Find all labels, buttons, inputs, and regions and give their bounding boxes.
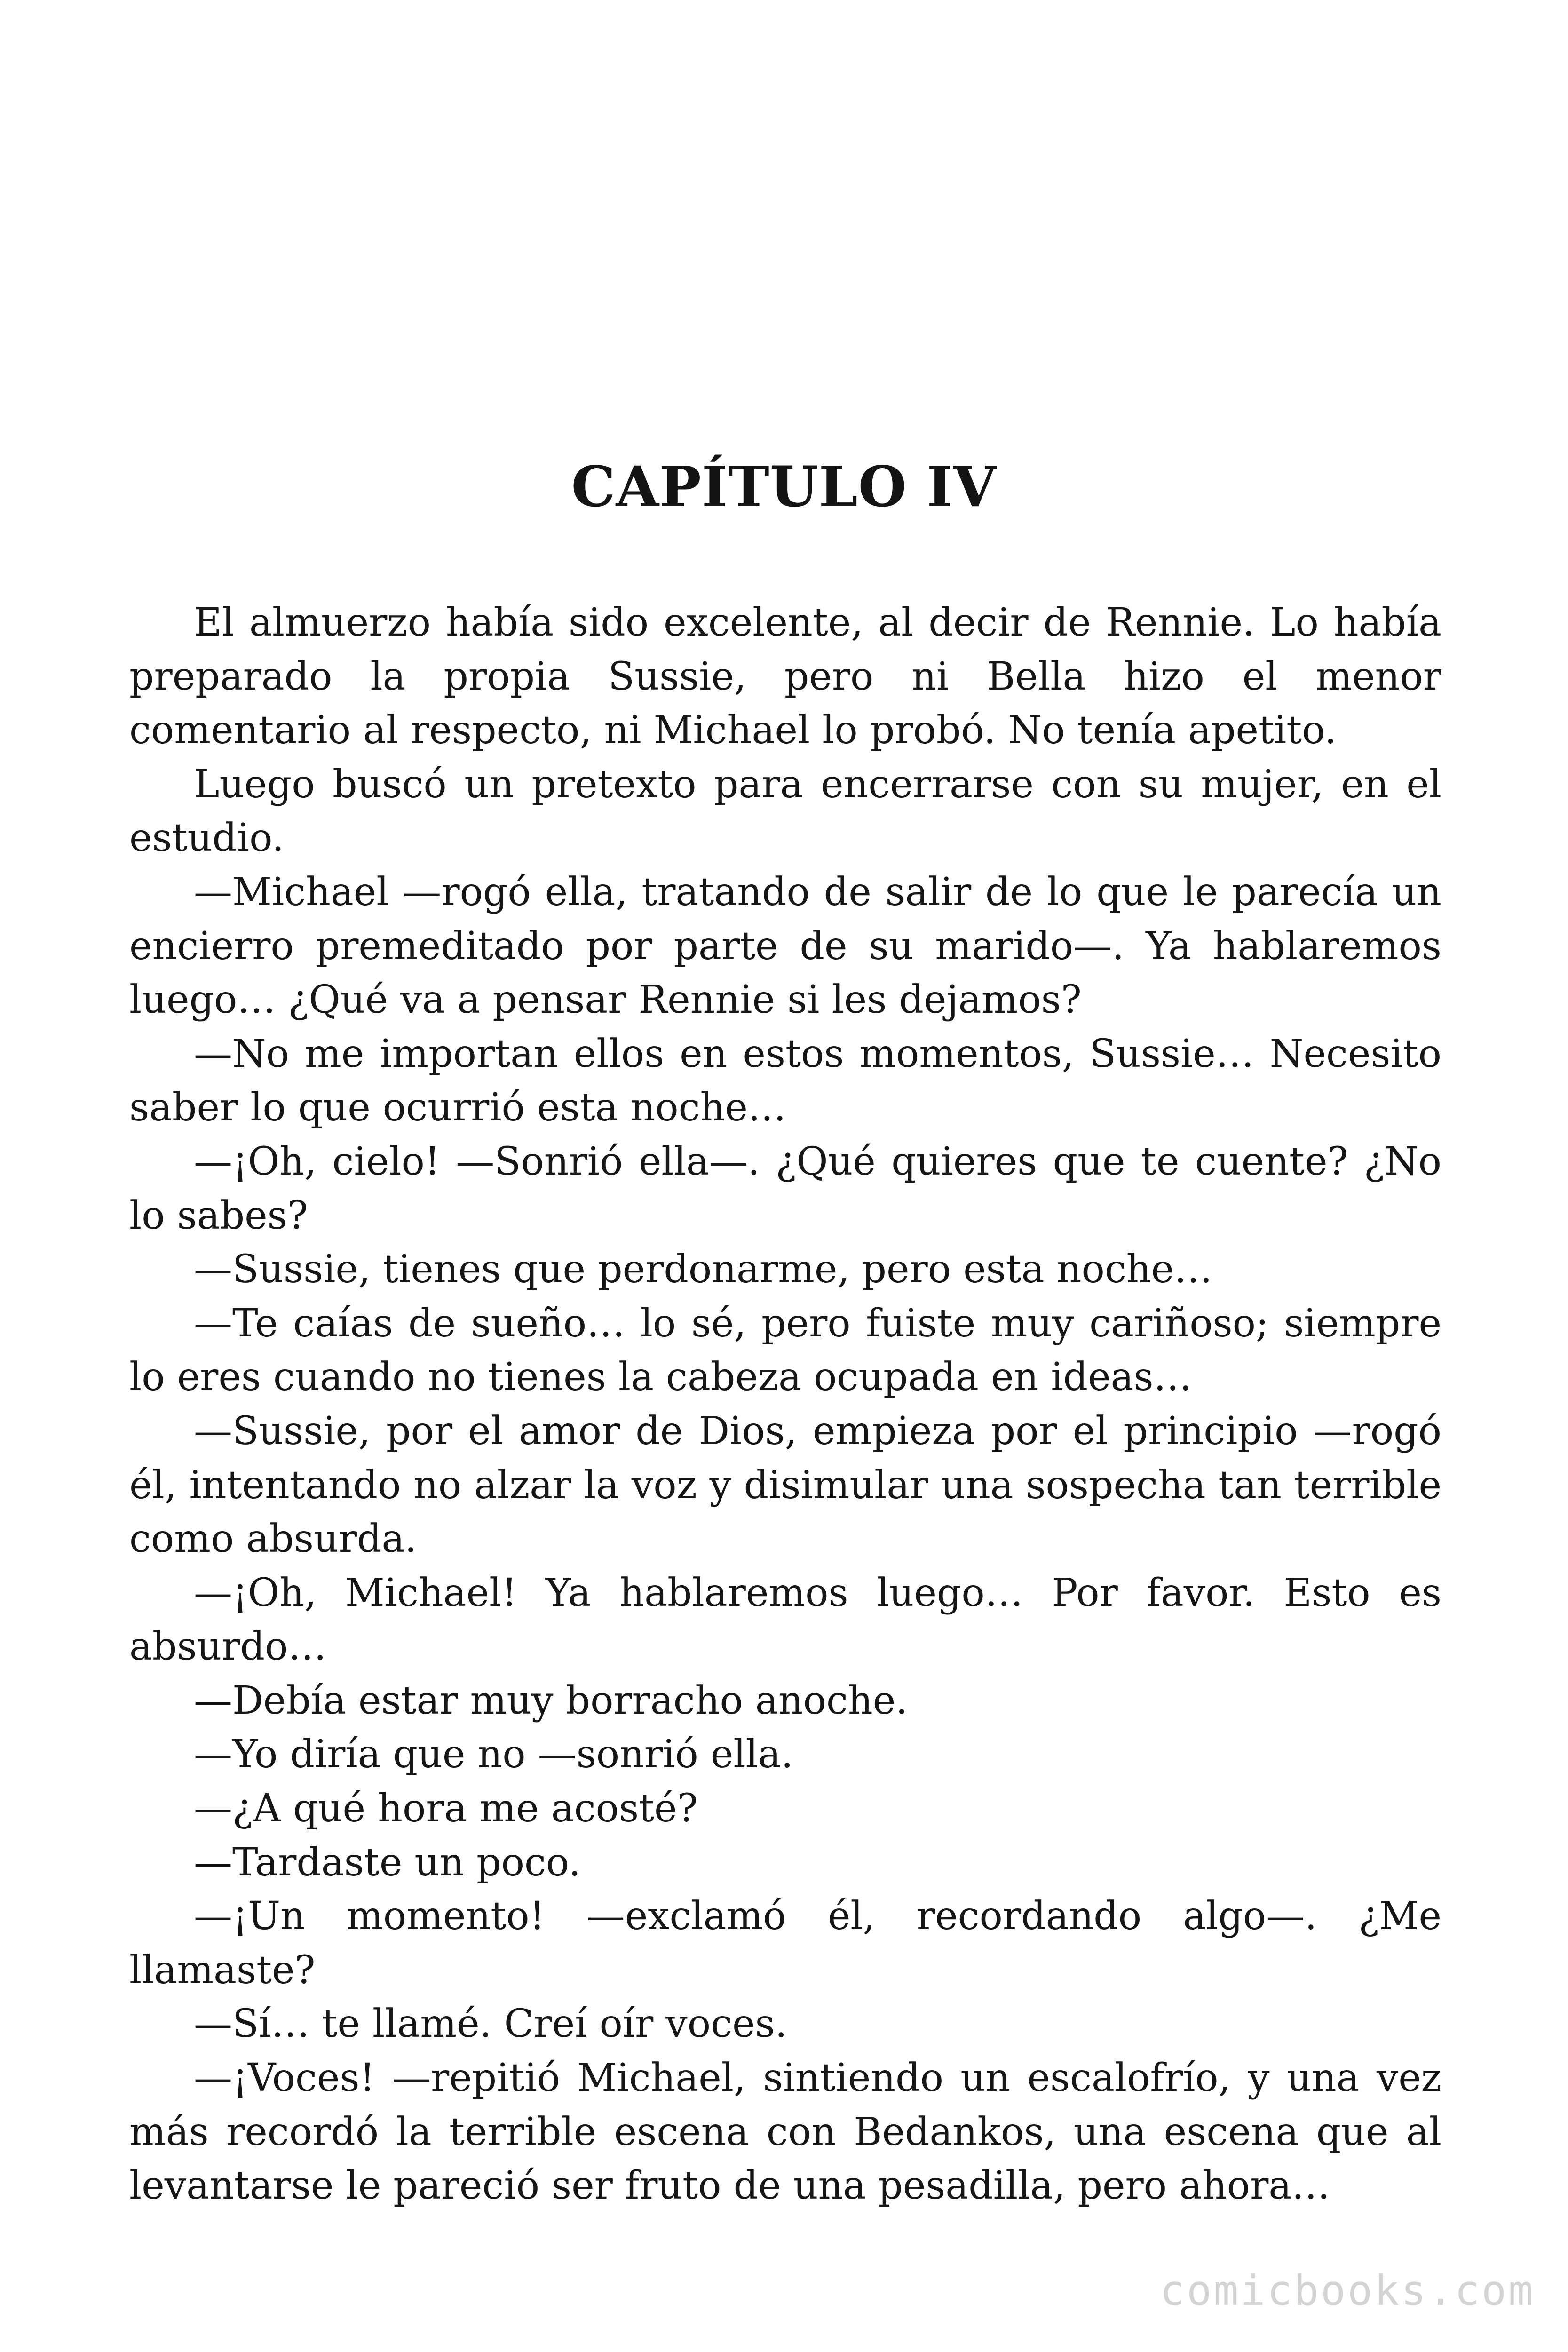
paragraph: —Yo diría que no —sonrió ella. — [194, 1732, 793, 1777]
paragraph: —¿A qué hora me acosté? — [194, 1786, 698, 1831]
paragraph: —¡Oh, Michael! Ya hablaremos luego… Por favor. Esto es absurdo… — [129, 1570, 1441, 1669]
paragraph: —Michael —rogó ella, tratando de salir de lo que le parecía un encierro premeditado por parte de su marido—. Ya hablaremos luego… ¿Qué va a pensar Rennie si les dejamos? — [129, 869, 1441, 1023]
chapter-body — [129, 596, 1441, 2213]
paragraph: —Sí… te llamé. Creí oír voces. — [194, 2002, 787, 2047]
paragraph: —¡Oh, cielo! —Sonrió ella—. ¿Qué quieres que te cuente? ¿No lo sabes? — [129, 1139, 1441, 1238]
paragraph: —¡Un momento! —exclamó él, recordando algo—. ¿Me llamaste? — [129, 1894, 1441, 1993]
paragraph: —Sussie, por el amor de Dios, empieza por el principio —rogó él, intentando no alzar la voz y disimular una sospecha tan terrible como absurda. — [129, 1408, 1441, 1562]
paragraph: —Te caías de sueño… lo sé, pero fuiste muy cariñoso; siempre lo eres cuando no tienes la cabeza ocupada en ideas… — [129, 1301, 1441, 1400]
watermark: comicbooks.com — [1160, 2266, 1535, 2315]
paragraph: —Debía estar muy borracho anoche. — [194, 1678, 908, 1723]
paragraph: —¡Voces! —repitió Michael, sintiendo un escalofrío, y una vez más recordó la terrible escena con Bedankos, una escena que al levantarse le pareció ser fruto de una pesadilla, pero ahora… — [129, 2056, 1441, 2209]
paragraph: —No me importan ellos en estos momentos, Sussie… Necesito saber lo que ocurrió esta noche… — [129, 1031, 1441, 1130]
chapter-title: CAPÍTULO IV — [571, 454, 997, 519]
paragraph: —Sussie, tienes que perdonarme, pero esta noche… — [194, 1247, 1213, 1292]
paragraph: El almuerzo había sido excelente, al decir de Rennie. Lo había preparado la propia Sussie, pero ni Bella hizo el menor comentario al respecto, ni Michael lo probó. No tenía apetito. — [129, 600, 1441, 753]
paragraph: Luego buscó un pretexto para encerrarse con su mujer, en el estudio. — [129, 762, 1441, 861]
paragraph: —Tardaste un poco. — [194, 1840, 581, 1885]
